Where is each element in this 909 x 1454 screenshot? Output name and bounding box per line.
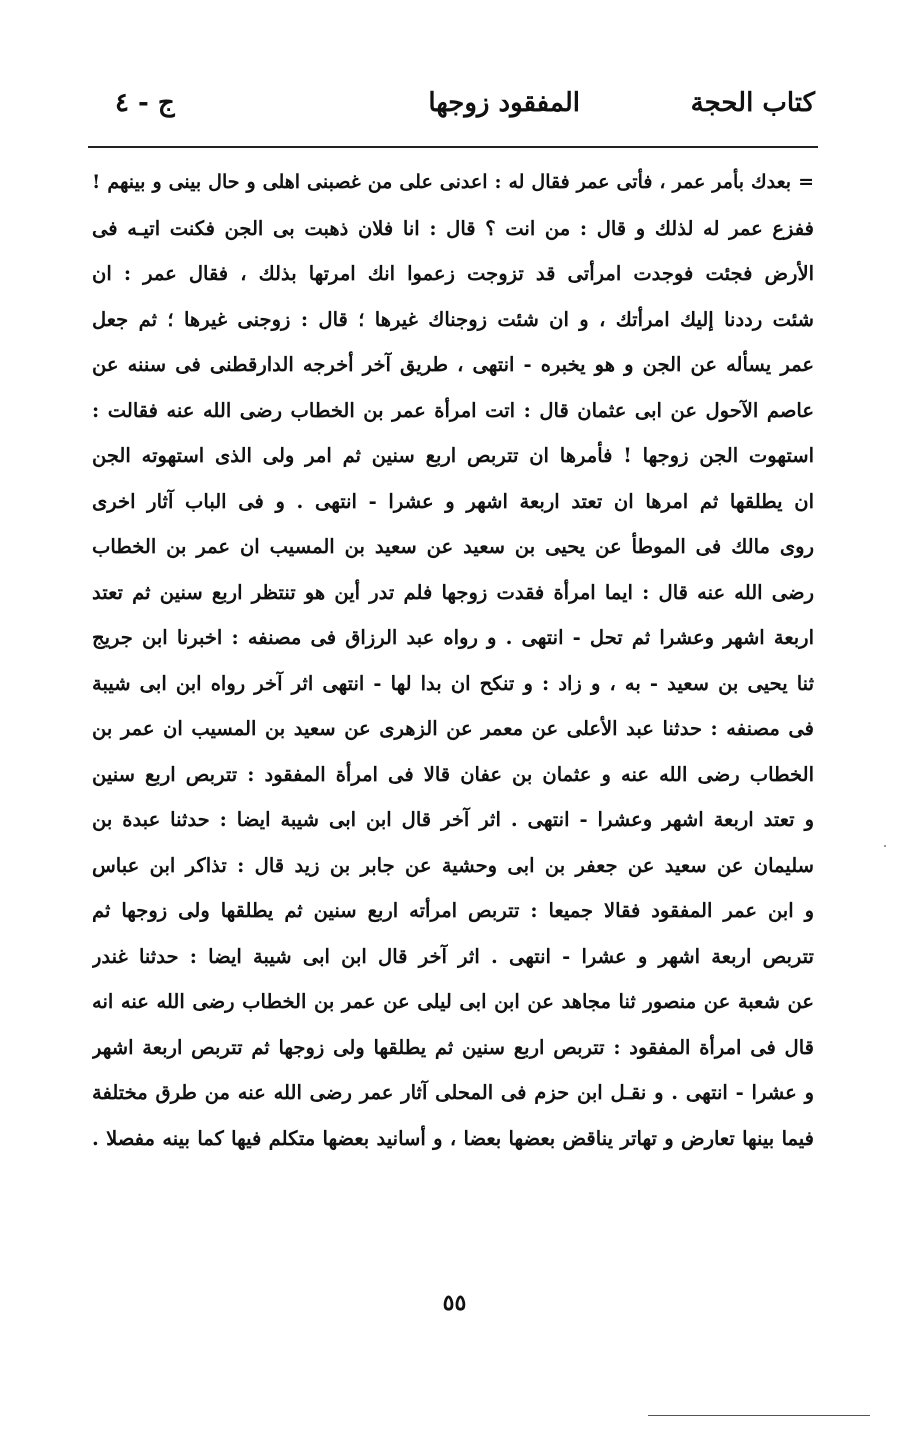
footer-rule — [648, 1415, 870, 1416]
text-line: = بعدك بأمر عمر ، فأتى عمر فقال له : اعدنى على من غصبنى اهلى و حال بينى و بينهم ! — [92, 171, 814, 193]
text-line: ان يطلقها ثم امرها ان تعتد اربعة اشهر و عشرا - انتهى . و فى الباب آثار اخرى — [92, 489, 814, 513]
body-text — [92, 160, 814, 1161]
text-line: ثنا يحيى بن سعيد - به ، و زاد : و تنكح ان بدا لها - انتهى اثر آخر رواه ابن ابى شيبة — [92, 671, 814, 695]
page-number: ٥٥ — [442, 1290, 467, 1316]
header-rule — [88, 146, 818, 148]
text-line: الخطاب رضى الله عنه و عثمان بن عفان قالا فى امرأة المفقود : تتربص اربع سنين — [92, 762, 814, 786]
text-line: رضى الله عنه قال : ايما امرأة فقدت زوجها فلم تدر أين هو تنتظر اربع سنين ثم تعتد — [92, 580, 814, 604]
text-line: الأرض فجئت فوجدت امرأتى قد تزوجت زعموا انك امرتها بذلك ، فقال عمر : ان — [92, 262, 814, 285]
text-line: فى مصنفه : حدثنا عبد الأعلى عن معمر عن الزهرى عن سعيد بن المسيب ان عمر بن — [92, 717, 814, 740]
scan-speck — [884, 845, 886, 847]
text-line: عاصم الآحول عن ابى عثمان قال : اتت امرأة عمر بن الخطاب رضى الله عنه فقالت : — [92, 398, 814, 422]
text-line: و ابن عمر المفقود فقالا جميعا : تتربص امرأته اربع سنين ثم يطلقها ولى زوجها ثم — [92, 899, 814, 922]
book-title: كتاب الحجة — [690, 88, 815, 118]
text-line: روى مالك فى الموطأ عن يحيى بن سعيد عن سعيد بن المسيب ان عمر بن الخطاب — [92, 535, 814, 558]
running-header — [95, 88, 815, 136]
text-line: قال فى امرأة المفقود : تتربص اربع سنين ثم يطلقها ولى زوجها ثم تتربص اربعة اشهر — [92, 1035, 814, 1059]
volume-number: ج - ٤ — [115, 88, 175, 118]
text-line: سليمان عن سعيد عن جعفر بن ابى وحشية عن جابر بن زيد قال : تذاكر ابن عباس — [92, 853, 814, 877]
text-line: و عشرا - انتهى . و نقـل ابن حزم فى المحلى آثار عمر رضى الله عنه من طرق مختلفة — [92, 1081, 814, 1104]
text-line: فيما بينها تعارض و تهاتر يناقض بعضها بعضا ، و أسانيد بعضها متكلم فيها كما بينه مفصلا . — [92, 1126, 814, 1150]
text-line: اربعة اشهر وعشرا ثم تحل - انتهى . و رواه عبد الرزاق فى مصنفه : اخبرنا ابن جريج — [92, 626, 814, 649]
chapter-title: المفقود زوجها — [428, 88, 580, 118]
text-line: ففزع عمر له لذلك و قال : من انت ؟ قال : انا فلان ذهبت بى الجن فكنت اتيـه فى — [92, 216, 814, 240]
text-line: تتربص اربعة اشهر و عشرا - انتهى . اثر آخر قال ابن ابى شيبة ايضا : حدثنا غندر — [92, 944, 814, 968]
text-line: استهوت الجن زوجها ! فأمرها ان تتربص اربع سنين ثم امر ولى الذى استهوته الجن — [92, 444, 814, 467]
text-line: عن شعبة عن منصور ثنا مجاهد عن ابن ابى ليلى عن عمر بن الخطاب رضى الله عنه انه — [92, 990, 814, 1013]
text-line: عمر يسأله عن الجن و هو يخبره - انتهى ، طريق آخر أخرجه الدارقطنى فى سننه عن — [92, 353, 814, 376]
text-line: و تعتد اربعة اشهر وعشرا - انتهى . اثر آخر قال ابن ابى شيبة ايضا : حدثنا عبدة بن — [92, 808, 814, 831]
text-line: شئت رددنا إليك امرأتك ، و ان شئت زوجناك غيرها ؛ قال : زوجنى غيرها ؛ ثم جعل — [92, 307, 814, 331]
